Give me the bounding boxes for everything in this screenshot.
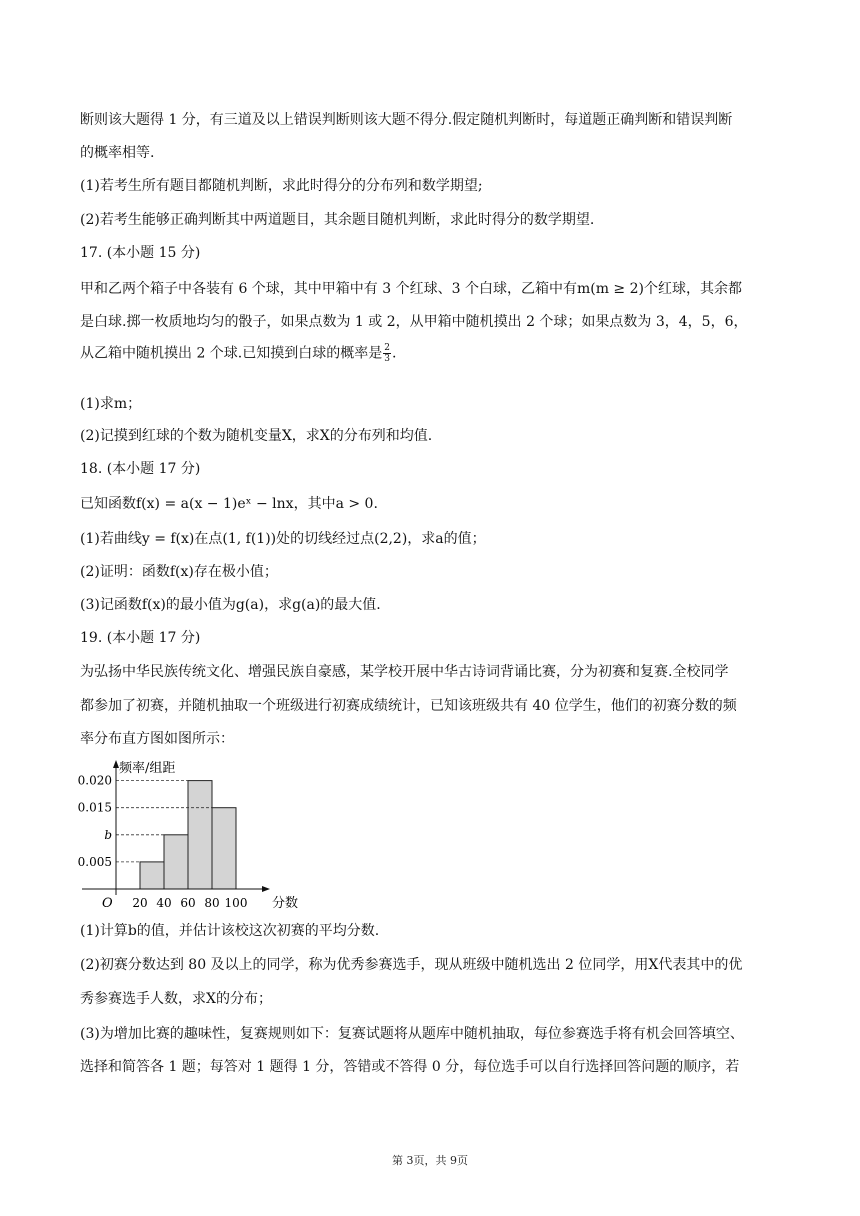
x-tick-label: 20 [132,896,148,910]
question-19-part-2-line-1: (2)初赛分数达到 80 及以上的同学，称为优秀参赛选手，现从班级中随机选出 2 位同学，用X代表其中的优 [80,957,743,973]
question-17-line-3 [80,343,785,364]
y-axis-label: 频率/组距 [119,761,176,776]
question-19-heading: 19. (本小题 17 分) [80,630,201,646]
question-19-line-3: 率分布直方图如图所示： [80,731,234,747]
question-16-part-2: (2)若考生能够正确判断其中两道题目，其余题目随机判断，求此时得分的数学期望. [80,212,595,228]
fraction-two-thirds [383,343,391,364]
origin-label: O [102,896,113,911]
frequency-histogram [72,756,299,912]
question-19-line-1: 为弘扬中华民族传统文化、增强民族自豪感，某学校开展中华古诗词背诵比赛，分为初赛和复赛.全校同学 [80,664,729,680]
question-18-part-1: (1)若曲线y = f(x)在点(1, f(1))处的切线经过点(2,2)，求a的值； [80,531,486,547]
question-18-part-3: (3)记函数f(x)的最小值为g(a)，求g(a)的最大值. [80,597,381,613]
x-tick-label: 80 [204,896,220,910]
histogram-bar [140,862,164,889]
y-tick-label: 0.005 [77,854,112,869]
question-19-part-3-line-1: (3)为增加比赛的趣味性，复赛规则如下：复赛试题将从题库中随机抽取，每位参赛选手将有机会回答填空、 [80,1026,744,1042]
fraction-denominator: 3 [384,354,390,364]
text-line-1: 断则该大题得 1 分，有三道及以上错误判断则该大题不得分.假定随机判断时，每道题正确判断和错误判断 [80,112,733,128]
question-19-line-2: 都参加了初赛，并随机抽取一个班级进行初赛成绩统计，已知该班级共有 40 位学生，他们的初赛分数的频 [80,698,737,714]
y-tick-label: 0.015 [77,800,112,815]
question-17-part-1: (1)求m； [80,396,142,412]
x-axis-label: 分数 [272,896,299,911]
question-17-line-3-end: . [392,345,397,362]
question-17-heading: 17. (本小题 15 分) [80,245,201,261]
question-18-heading: 18. (本小题 17 分) [80,461,201,477]
question-19-part-2-line-2: 秀参赛选手人数，求X的分布； [80,991,272,1007]
question-19-part-3-line-2: 选择和简答各 1 题；每答对 1 题得 1 分，答错或不答得 0 分，每位选手可以自行选择回答问题的顺序，若 [80,1059,740,1075]
question-17-line-3-text: 从乙箱中随机摸出 2 个球.已知摸到白球的概率是 [80,345,383,362]
question-17-line-2: 是白球.掷一枚质地均匀的骰子，如果点数为 1 或 2，从甲箱中随机摸出 2 个球；如果点数为 3，4，5，6， [80,314,748,330]
y-tick-label: b [104,827,112,842]
x-tick-label: 40 [156,896,172,910]
histogram-bar [188,781,212,889]
question-18-part-2: (2)证明：函数f(x)存在极小值； [80,564,278,580]
x-axis-arrow [262,886,270,892]
histogram-bar [164,835,188,889]
x-tick-label: 60 [180,896,196,910]
question-19-part-1: (1)计算b的值，并估计该校这次初赛的平均分数. [80,923,380,939]
text-line-2: 的概率相等. [80,145,155,161]
y-tick-label: 0.020 [77,773,112,788]
question-18-stem: 已知函数f(x) = a(x − 1)eˣ − lnx，其中a > 0. [80,496,378,512]
question-17-part-2: (2)记摸到红球的个数为随机变量X，求X的分布列和均值. [80,428,433,444]
question-17-line-1: 甲和乙两个箱子中各装有 6 个球，其中甲箱中有 3 个红球、3 个白球，乙箱中有m(m ≥ 2)个红球，其余都 [80,281,742,297]
fraction-numerator: 2 [384,343,390,353]
x-tick-label: 100 [224,896,248,910]
question-16-part-1: (1)若考生所有题目都随机判断，求此时得分的分布列和数学期望; [80,178,483,194]
histogram-bar [212,808,236,889]
page-number: 第 3页，共 9页 [392,1154,468,1167]
